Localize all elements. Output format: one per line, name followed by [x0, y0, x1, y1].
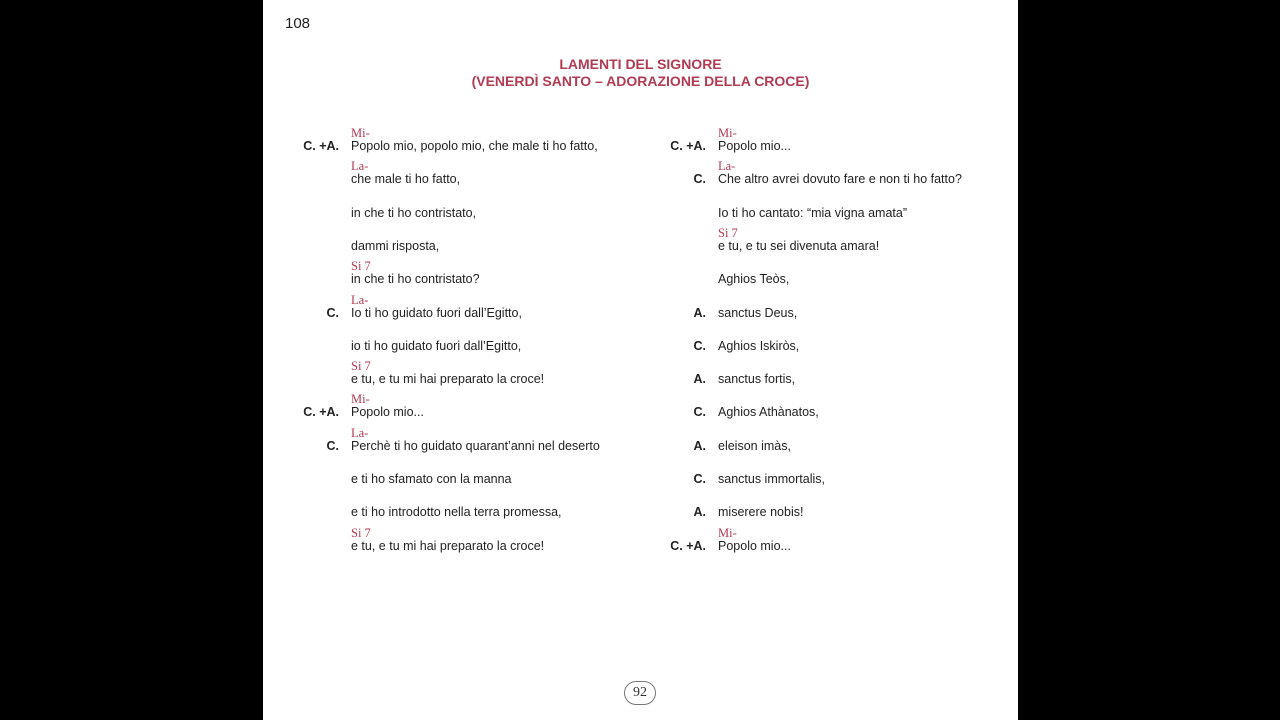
footer-page-number: 92: [624, 681, 656, 705]
chord-label: Mi-: [351, 126, 370, 140]
lyric-text: in che ti ho contristato,: [351, 205, 477, 220]
lyric-text: Perchè ti ho guidato quarant’anni nel deserto: [351, 438, 600, 453]
chord-label: Mi-: [718, 126, 737, 140]
title-line-1: LAMENTI DEL SIGNORE: [559, 56, 722, 72]
lyric-text: sanctus Deus,: [718, 305, 798, 320]
speaker-label: C. +A.: [303, 139, 339, 153]
chord-label: Mi-: [718, 525, 737, 540]
lyric-text: io ti ho guidato fuori dall’Egitto,: [351, 338, 522, 353]
chord-label: Si 7: [351, 259, 371, 274]
lyric-text: Io ti ho cantato: “mia vigna amata”: [718, 205, 907, 220]
speaker-label: A.: [693, 372, 706, 387]
speaker-label: A.: [693, 305, 706, 320]
lyric-text: e ti ho introdotto nella terra promessa,: [351, 505, 562, 520]
verse-line: [263, 159, 962, 189]
speaker-label: A.: [693, 438, 706, 453]
verse-line: [263, 492, 804, 522]
verse-line: [263, 359, 796, 389]
lyric-text: Popolo mio...: [718, 538, 791, 553]
speaker-label: C. +A.: [303, 405, 339, 420]
lyric-text: Aghios Teòs,: [718, 272, 790, 287]
lyric-text: Che altro avrei dovuto fare e non ti ho fatto?: [718, 172, 962, 187]
chord-label: La-: [351, 425, 369, 440]
lyric-text: che male ti ho fatto,: [351, 172, 461, 187]
lyric-text: Popolo mio...: [718, 139, 791, 153]
lyric-text: Io ti ho guidato fuori dall’Egitto,: [351, 305, 522, 320]
lyric-text: in che ti ho contristato?: [351, 272, 480, 287]
lyric-text: e tu, e tu sei divenuta amara!: [718, 238, 880, 253]
speaker-label: C.: [693, 172, 706, 187]
verse-line: [263, 126, 791, 156]
speaker-label: C.: [326, 305, 339, 320]
verse-line: [263, 525, 791, 556]
lyric-text: e tu, e tu mi hai preparato la croce!: [351, 372, 545, 387]
chord-label: Si 7: [351, 525, 371, 540]
verse-line: [263, 293, 798, 323]
chord-label: Si 7: [718, 225, 738, 240]
speaker-label: C. +A.: [670, 538, 706, 553]
document-page: [263, 0, 1018, 720]
lyric-text: e ti ho sfamato con la manna: [351, 472, 512, 486]
lyric-text: sanctus fortis,: [718, 372, 796, 387]
lyric-text: dammi risposta,: [351, 238, 440, 253]
title-line-2: (VENERDÌ SANTO – ADORAZIONE DELLA CROCE): [471, 73, 810, 89]
verse-line: [263, 426, 791, 456]
chord-label: La-: [351, 292, 369, 307]
speaker-label: C.: [326, 438, 339, 453]
chord-label: La-: [351, 159, 369, 174]
lyric-text: eleison imàs,: [718, 438, 791, 453]
lyric-text: miserere nobis!: [718, 505, 804, 520]
verse-line: [263, 259, 790, 289]
lyric-text: e tu, e tu mi hai preparato la croce!: [351, 538, 545, 553]
verse-line: [263, 459, 825, 489]
chord-label: La-: [718, 159, 736, 174]
speaker-label: C.: [693, 472, 706, 486]
verse-line: [263, 193, 907, 223]
speaker-label: C.: [693, 338, 706, 353]
chord-label: Si 7: [351, 359, 371, 374]
verse-line: [263, 225, 880, 256]
chord-label: Mi-: [351, 392, 370, 407]
lyric-text: Popolo mio, popolo mio, che male ti ho fatto,: [351, 139, 598, 153]
lyric-text: Aghios Athànatos,: [718, 405, 819, 420]
verse-line: [263, 326, 800, 356]
lyric-text: Popolo mio...: [351, 405, 424, 420]
book-page-number: 108: [285, 15, 311, 32]
speaker-label: C.: [693, 405, 706, 420]
verse-line: [263, 392, 819, 422]
speaker-label: A.: [693, 505, 706, 520]
lyric-text: sanctus immortalis,: [718, 472, 825, 486]
lyric-text: Aghios Iskiròs,: [718, 338, 800, 353]
speaker-label: C. +A.: [670, 139, 706, 153]
